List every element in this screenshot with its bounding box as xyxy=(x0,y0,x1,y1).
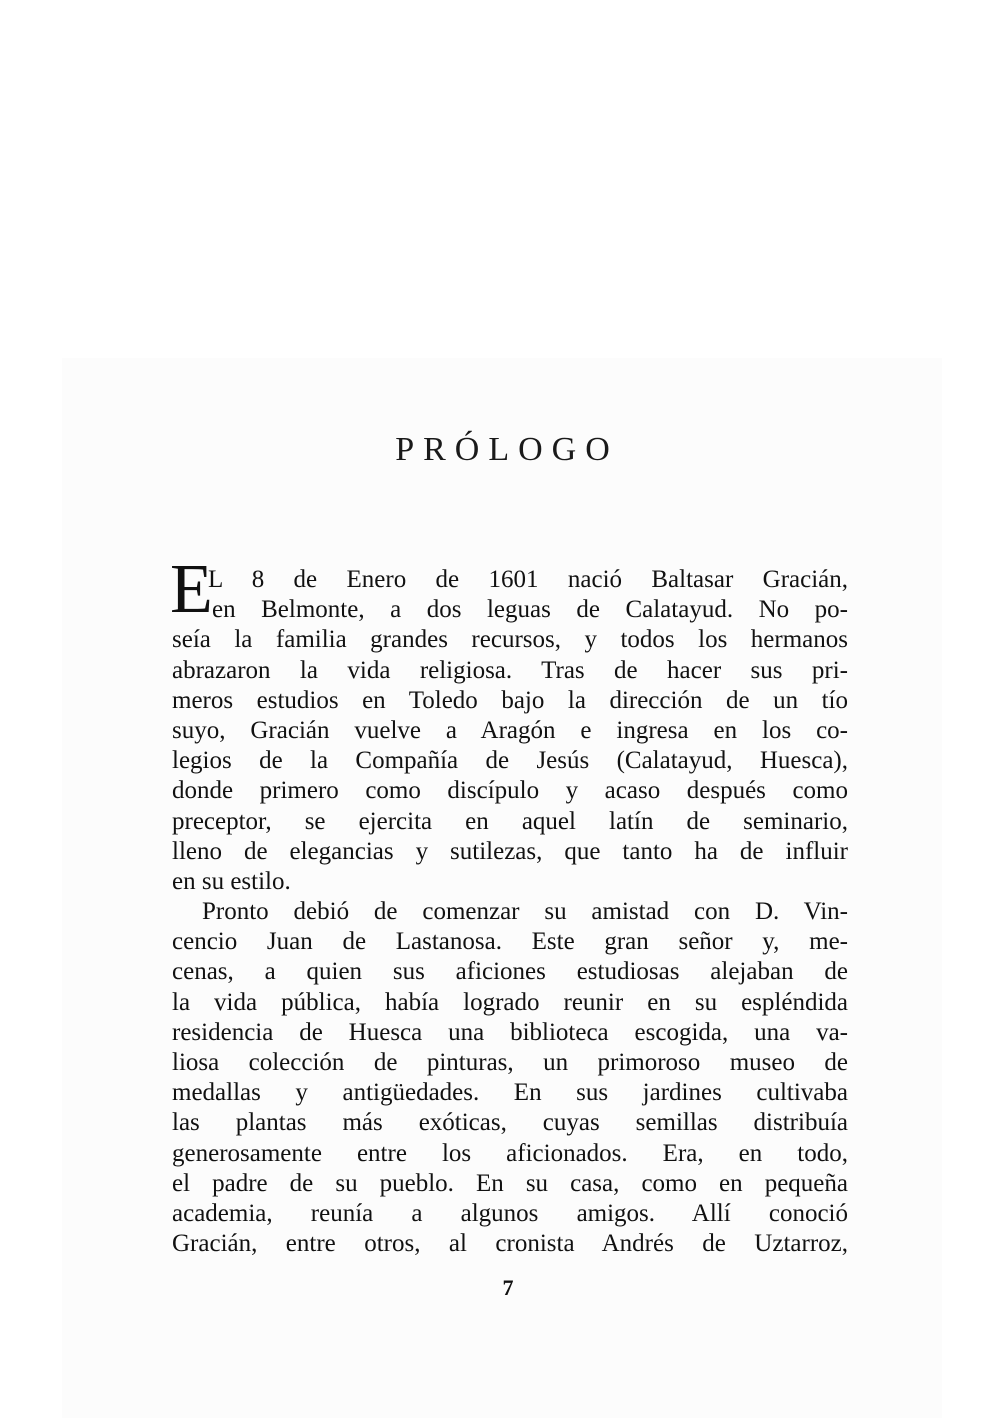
text-line: medallas y antigüedades. En sus jardines cultivaba xyxy=(172,1079,848,1107)
text-line: academia, reunía a algunos amigos. Allí conoció xyxy=(172,1199,848,1227)
text-line: en Belmonte, a dos leguas de Calatayud. No po- xyxy=(212,596,848,624)
text-line: residencia de Huesca una biblioteca escogida, una va- xyxy=(172,1018,848,1046)
text-line: generosamente entre los aficionados. Era, en todo, xyxy=(172,1139,848,1167)
text-line: las plantas más exóticas, cuyas semillas distribuía xyxy=(172,1109,848,1137)
text-line: cenas, a quien sus aficiones estudiosas alejaban de xyxy=(172,958,848,986)
drop-cap: E xyxy=(170,551,213,628)
text-line: donde primero como discípulo y acaso después como xyxy=(172,777,848,805)
page-number: 7 xyxy=(502,1275,514,1300)
text-line: el padre de su pueblo. En su casa, como en pequeña xyxy=(172,1169,848,1197)
text-line: liosa colección de pinturas, un primoroso museo de xyxy=(172,1048,848,1076)
text-line: en su estilo. xyxy=(172,867,291,895)
text-line: preceptor, se ejercita en aquel latín de seminario, xyxy=(172,807,848,835)
text-line: abrazaron la vida religiosa. Tras de hacer sus pri- xyxy=(172,656,848,684)
paragraph-1 xyxy=(172,565,848,897)
text-line: Pronto debió de comenzar su amistad con D. Vin- xyxy=(202,898,848,925)
text-line: legios de la Compañía de Jesús (Calatayud, Huesca), xyxy=(172,747,848,775)
text-line: L 8 de Enero de 1601 nació Baltasar Gracián, xyxy=(208,566,848,593)
text-line: cencio Juan de Lastanosa. Este gran señor y, me- xyxy=(172,928,848,956)
text-line: suyo, Gracián vuelve a Aragón e ingresa en los co- xyxy=(172,716,848,744)
text-line: lleno de elegancias y sutilezas, que tanto ha de influir xyxy=(172,837,848,865)
text-line: seía la familia grandes recursos, y todos los hermanos xyxy=(172,626,848,654)
paragraph-2 xyxy=(172,897,848,1259)
chapter-title: PRÓLOGO xyxy=(395,430,619,468)
text-line: la vida pública, había logrado reunir en su espléndida xyxy=(172,988,848,1016)
text-line: meros estudios en Toledo bajo la dirección de un tío xyxy=(172,686,848,714)
text-line: Gracián, entre otros, al cronista Andrés de Uztarroz, xyxy=(172,1230,848,1258)
